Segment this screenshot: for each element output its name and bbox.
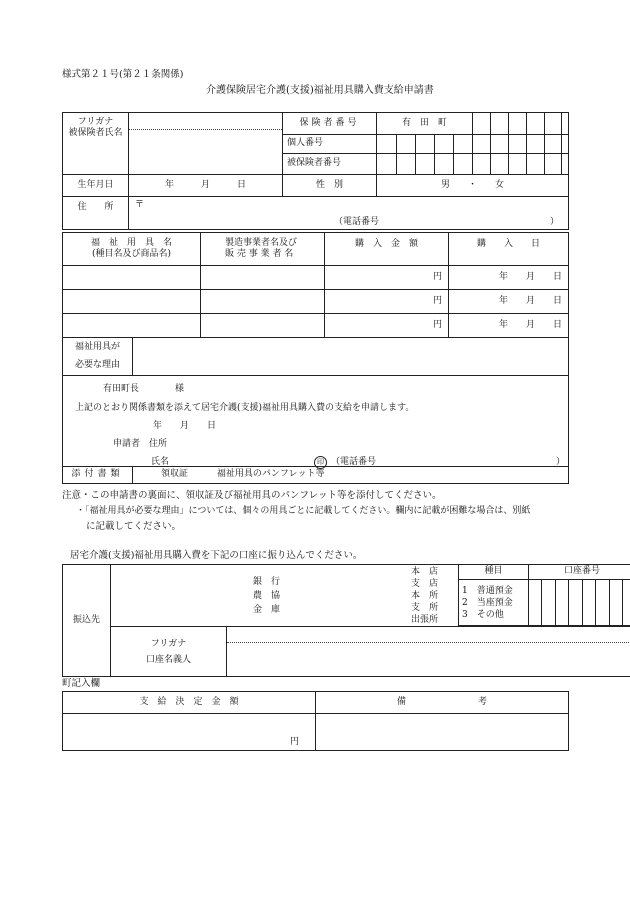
- applicant-phone: （電話番号 ）: [331, 457, 566, 467]
- date-cell[interactable]: [449, 314, 569, 338]
- branch-type-main-office: 本 所: [411, 591, 439, 601]
- address-field[interactable]: [129, 197, 569, 230]
- personal-no-digit[interactable]: [527, 135, 545, 154]
- reason-label: [63, 338, 133, 376]
- remarks-header: 備 考: [316, 692, 569, 714]
- holder-furigana-label: フリガナ: [150, 638, 187, 649]
- form-number: 様式第２１号(第２１条関係): [62, 69, 184, 80]
- vendor-header-line2: 販 売 事 業 者 名: [225, 249, 294, 259]
- account-holder-field[interactable]: [227, 627, 630, 677]
- vendor-header: [201, 233, 325, 266]
- account-type-current[interactable]: 2 当座預金: [462, 597, 513, 608]
- note-3: に記載してください。: [86, 521, 182, 532]
- bank-type-agri: 農 協: [253, 591, 281, 601]
- amount-cell[interactable]: [325, 266, 449, 290]
- decision-amount-field[interactable]: [63, 714, 316, 751]
- vendor-header-line1: 製造事業者名及び: [225, 237, 298, 248]
- yen-unit: 円: [432, 271, 442, 282]
- personal-no-digit[interactable]: [416, 135, 435, 154]
- personal-no-digit[interactable]: [509, 135, 527, 154]
- bank-name-field[interactable]: [111, 565, 459, 627]
- purchase-date-header: 購 入 日: [449, 233, 569, 266]
- attachments-label: 添付書類: [63, 467, 133, 484]
- seal-mark: 印: [314, 456, 327, 469]
- vendor-cell[interactable]: [201, 314, 325, 338]
- personal-no-digit[interactable]: [491, 135, 509, 154]
- amount-header: 購 入 金 額: [325, 233, 449, 266]
- applicant-table: [62, 112, 569, 230]
- account-no-digit[interactable]: [583, 580, 596, 626]
- insured-name-label-cell: [63, 113, 129, 175]
- attachments-list: [133, 467, 569, 484]
- account-no-digit[interactable]: [529, 580, 542, 626]
- amount-cell[interactable]: [325, 314, 449, 338]
- item-name-header-line2: (種目名及び商品名): [91, 249, 172, 259]
- item-row: [63, 290, 569, 314]
- yen-unit: 円: [432, 319, 442, 330]
- insured-no-digit[interactable]: [491, 154, 509, 175]
- applicant-address-label: 申請者 住所: [113, 439, 168, 449]
- insured-no-digit[interactable]: [435, 154, 454, 175]
- sex-field[interactable]: 男 ・ 女: [377, 175, 569, 197]
- reason-label-line1: 福祉用具が: [74, 342, 120, 353]
- insured-no-digit[interactable]: [377, 154, 397, 175]
- postal-mark: 〒: [135, 200, 145, 210]
- form-title: 介護保険居宅介護(支援)福祉用具購入費支給申請書: [206, 85, 434, 96]
- amount-cell[interactable]: [325, 290, 449, 314]
- addressee: 有田町長 様: [103, 384, 185, 394]
- account-no-digit[interactable]: [623, 580, 630, 626]
- insured-no-digit[interactable]: [545, 154, 562, 175]
- branch-type-sub-office: 支 所: [411, 603, 439, 613]
- item-row: [63, 314, 569, 338]
- birth-date-field[interactable]: 年 月 日: [129, 175, 283, 197]
- insured-no-digit[interactable]: [454, 154, 473, 175]
- sex-label: 性 別: [283, 175, 377, 197]
- insured-no-digit[interactable]: [397, 154, 416, 175]
- item-name-cell[interactable]: [63, 290, 201, 314]
- item-name-cell[interactable]: [63, 314, 201, 338]
- applicant-name-label: 氏名: [151, 457, 170, 467]
- insured-no-digit[interactable]: [473, 154, 491, 175]
- account-type-header: 種目: [459, 565, 529, 580]
- item-name-header-line1: 福 祉 用 具 名: [90, 237, 172, 248]
- bank-table: [62, 564, 630, 677]
- insured-no-digit[interactable]: [416, 154, 435, 175]
- furigana-label: フリガナ: [77, 117, 114, 127]
- personal-no-digit[interactable]: [545, 135, 562, 154]
- reason-label-line2: 必要な理由: [74, 359, 120, 370]
- declaration-table: [62, 337, 569, 484]
- declaration-statement: 上記のとおり関係書類を添えて居宅介護(支援)福祉用具購入費の支給を申請します。: [75, 403, 415, 413]
- note-1: 注意・この申請書の裏面に、領収証及び福祉用具のパンフレット等を添付してください。: [62, 490, 442, 501]
- item-row: [63, 266, 569, 290]
- insurer-no-label: 保険者番号: [283, 113, 377, 135]
- insured-name-label: 被保険者氏名: [68, 128, 123, 139]
- birth-label: 生年月日: [63, 175, 129, 197]
- account-no-digit[interactable]: [596, 580, 610, 626]
- declaration-block: [63, 376, 569, 467]
- insured-no-label: 被保険者番号: [283, 154, 377, 175]
- bank-type-bank: 銀 行: [253, 577, 281, 587]
- vendor-cell[interactable]: [201, 290, 325, 314]
- attachment-pamphlet: 福祉用具のパンフレット等: [216, 469, 325, 480]
- insured-no-digit[interactable]: [527, 154, 545, 175]
- personal-no-digit[interactable]: [473, 135, 491, 154]
- account-type-ordinary[interactable]: 1 普通預金: [462, 585, 513, 596]
- insured-no-digit[interactable]: [509, 154, 527, 175]
- insured-no-digit[interactable]: [562, 154, 569, 175]
- account-type-options[interactable]: [459, 580, 529, 626]
- bank-type-credit: 金 庫: [253, 605, 281, 615]
- holder-name-label: 口座名義人: [145, 654, 191, 665]
- account-no-digit[interactable]: [556, 580, 569, 626]
- decision-amount-header: 支 給 決 定 金 額: [63, 692, 316, 714]
- item-name-header: [63, 233, 201, 266]
- office-label: 町記入欄: [62, 678, 101, 689]
- personal-no-digit[interactable]: [377, 135, 397, 154]
- personal-no-label: 個人番号: [283, 135, 377, 154]
- address-phone: （電話番号 ）: [334, 217, 560, 227]
- note-2: ・「福祉用具が必要な理由」については、個々の用具ごとに記載してください。欄内に記載が困難な場合は、別紙: [76, 506, 531, 516]
- declaration-date[interactable]: 年 月 日: [153, 421, 217, 431]
- reason-field[interactable]: [133, 338, 569, 376]
- branch-type-head: 本 店: [411, 567, 439, 577]
- item-name-cell[interactable]: [63, 266, 201, 290]
- personal-no-digit[interactable]: [435, 135, 454, 154]
- account-holder-label: [111, 627, 227, 677]
- address-label: 住 所: [63, 197, 129, 230]
- insured-name-field[interactable]: [129, 113, 283, 175]
- account-no-digit[interactable]: [569, 580, 583, 626]
- yen-unit: 円: [432, 295, 442, 306]
- transfer-label: 振込先: [63, 565, 111, 677]
- personal-no-digit[interactable]: [562, 135, 569, 154]
- attachment-receipt: 領収証: [161, 469, 189, 480]
- office-table: [62, 691, 569, 751]
- decision-amount-yen: 円: [289, 736, 299, 747]
- bank-intro: 居宅介護(支援)福祉用具購入費を下記の口座に振り込んでください。: [70, 550, 363, 561]
- branch-type-branch: 支 店: [411, 579, 439, 589]
- items-table: [62, 232, 569, 338]
- account-no-header: 口座番号: [529, 565, 630, 580]
- account-no-digit[interactable]: [542, 580, 556, 626]
- branch-type-agency: 出張所: [411, 615, 439, 625]
- personal-no-digit[interactable]: [454, 135, 473, 154]
- insurer-name: 有 田 町: [377, 113, 473, 135]
- remarks-field[interactable]: [316, 714, 569, 751]
- date-units: 年 月 日: [498, 295, 562, 306]
- account-no-digit[interactable]: [610, 580, 623, 626]
- vendor-cell[interactable]: [201, 266, 325, 290]
- date-cell[interactable]: [449, 266, 569, 290]
- account-type-other[interactable]: 3 その他: [462, 609, 504, 620]
- date-units: 年 月 日: [498, 319, 562, 330]
- date-units: 年 月 日: [498, 271, 562, 282]
- personal-no-digit[interactable]: [397, 135, 416, 154]
- date-cell[interactable]: [449, 290, 569, 314]
